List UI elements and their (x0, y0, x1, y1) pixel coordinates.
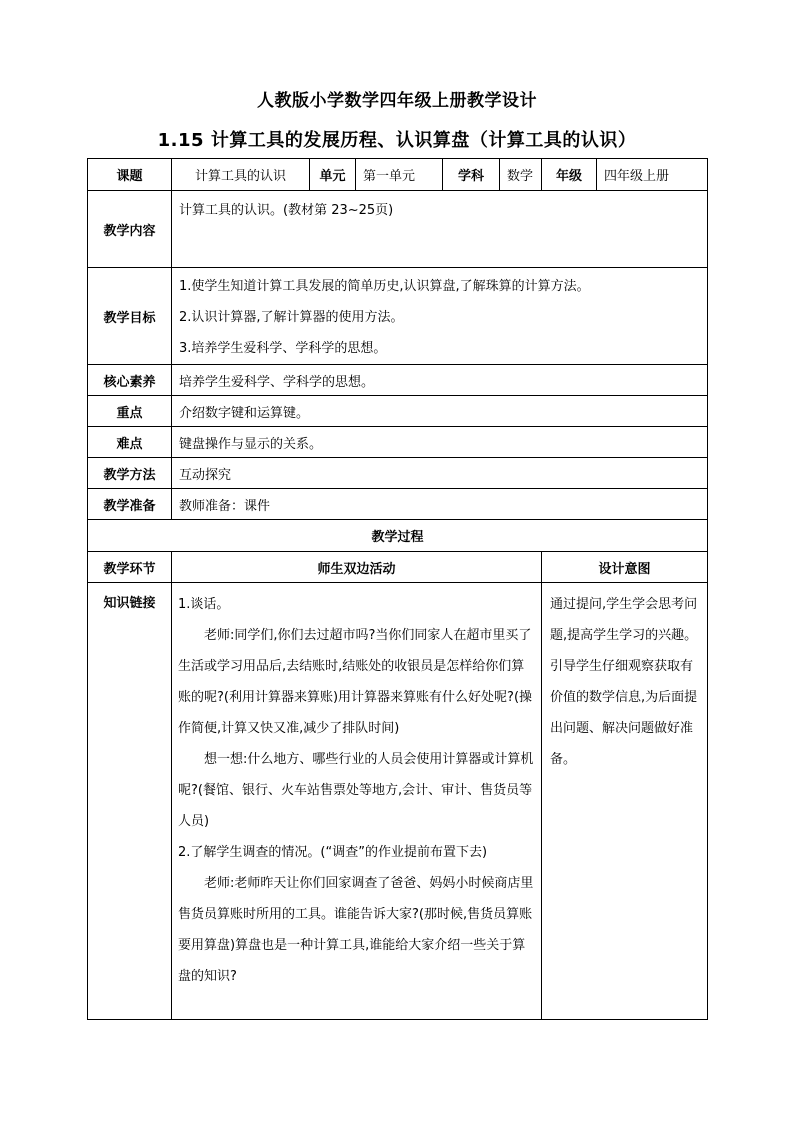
content-label: 教学内容 (88, 191, 172, 268)
process-title: 教学过程 (88, 520, 708, 552)
core-value: 培养学生爱科学、学科学的思想。 (172, 365, 708, 396)
subject-label: 学科 (443, 159, 500, 191)
topic-value: 计算工具的认识 (172, 159, 310, 191)
goal-item: 2.认识计算器,了解计算器的使用方法。 (179, 309, 404, 325)
core-row (88, 365, 708, 396)
content-value: 计算工具的认识。(教材第 23~25页) (172, 191, 708, 268)
key-value: 介绍数字键和运算键。 (172, 396, 708, 427)
key-row (88, 396, 708, 427)
key-label: 重点 (88, 396, 172, 427)
info-row (88, 159, 708, 191)
intent-text: 通过提问,学生学会思考问题,提高学生学习的兴趣。引导学生仔细观察获取有价值的数学信息,为后面提出问题、解决问题做好准备。 (550, 597, 698, 767)
activity-paragraph: 老师:老师昨天让你们回家调查了爸爸、妈妈小时候商店里售货员算账时所用的工具。谁能告诉大家?(那时候,售货员算账要用算盘)算盘也是一种计算工具,谁能给大家介绍一些关于算盘的知识? (178, 876, 534, 984)
method-value: 互动探究 (172, 458, 708, 489)
stage-value: 知识链接 (88, 583, 172, 1020)
intent-column-header: 设计意图 (542, 552, 708, 583)
difficulty-label: 难点 (88, 427, 172, 458)
goal-item: 1.使学生知道计算工具发展的简单历史,认识算盘,了解珠算的计算方法。 (179, 278, 590, 294)
grade-label: 年级 (542, 159, 597, 191)
activity-paragraph: 1.谈话。 (178, 597, 230, 612)
prep-label: 教学准备 (88, 489, 172, 520)
method-label: 教学方法 (88, 458, 172, 489)
lesson-plan-table (87, 158, 708, 1020)
activity-cell (172, 583, 542, 1020)
goals-label: 教学目标 (88, 268, 172, 365)
goals-cell (172, 268, 708, 365)
process-row (88, 583, 708, 1020)
prep-value: 教师准备：课件 (172, 489, 708, 520)
unit-label: 单元 (310, 159, 356, 191)
difficulty-value: 键盘操作与显示的关系。 (172, 427, 708, 458)
activity-paragraph: 2.了解学生调查的情况。(“调查”的作业提前布置下去) (178, 845, 488, 860)
goals-row (88, 268, 708, 365)
core-label: 核心素养 (88, 365, 172, 396)
document-title: 人教版小学数学四年级上册教学设计 (257, 91, 537, 111)
topic-label: 课题 (88, 159, 172, 191)
activity-column-header: 师生双边活动 (172, 552, 542, 583)
prep-row (88, 489, 708, 520)
process-header-row (88, 552, 708, 583)
activity-paragraph: 老师:同学们,你们去过超市吗?当你们同家人在超市里买了生活或学习用品后,去结账时,结账处的收银员是怎样给你们算账的呢?(利用计算器来算账)用计算器来算账有什么好处呢?(操作简便,计算又快又准,减少了排队时间) (178, 628, 533, 736)
goal-item: 3.培养学生爱科学、学科学的思想。 (179, 340, 387, 356)
grade-value: 四年级上册 (597, 159, 708, 191)
stage-column-header: 教学环节 (88, 552, 172, 583)
unit-value: 第一单元 (356, 159, 443, 191)
content-row (88, 191, 708, 268)
difficulty-row (88, 427, 708, 458)
activity-paragraph: 想一想:什么地方、哪些行业的人员会使用计算器或计算机呢?(餐馆、银行、火车站售票处等地方,会计、审计、售货员等人员) (178, 752, 534, 829)
method-row (88, 458, 708, 489)
subject-value: 数学 (500, 159, 542, 191)
process-title-row (88, 520, 708, 552)
intent-cell (542, 583, 708, 1020)
document-subtitle: 1.15 计算工具的发展历程、认识算盘（计算工具的认识） (157, 130, 637, 151)
